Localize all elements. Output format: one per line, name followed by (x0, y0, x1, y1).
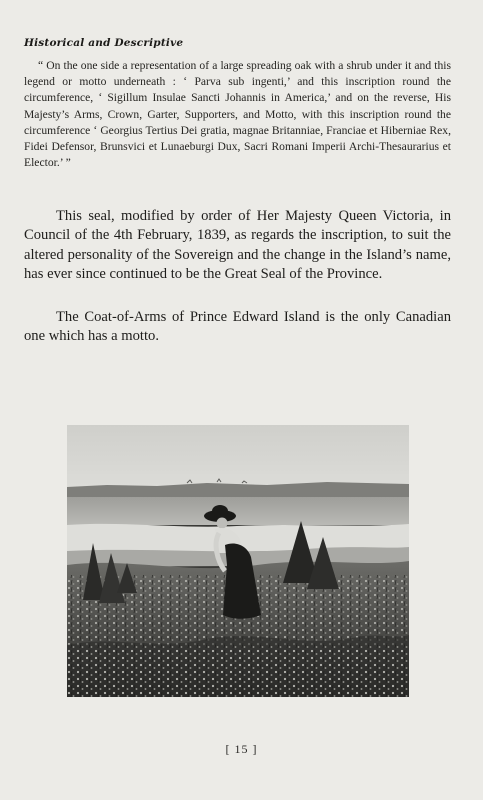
body-paragraph-1: This seal, modified by order of Her Majesty Queen Victoria, in Council of the 4th February, 1839, as regards the inscription, to suit the altered personality of the Sovereign and the change in the Island’s name, has ever since continued to be the Great Seal of the Province. (24, 208, 451, 282)
halftone-photograph (67, 425, 409, 697)
water (67, 497, 409, 525)
running-head: Historical and Descriptive (24, 37, 184, 49)
photo-illustration (67, 425, 409, 697)
body-paragraph-2: The Coat-of-Arms of Prince Edward Island is the only Canadian one which has a motto. (24, 309, 451, 345)
page-number: [ 15 ] (225, 742, 258, 756)
quoted-paragraph: “ On the one side a representation of a large spreading oak with a shrub under it and this legend or motto underneath : ‘ Parva sub ingenti,’ and this inscription round the circumference, ‘ Sigillum Insulae Sancti Johannis in America,’ and on the reverse, His Majesty’s Arms, Crown, Garter, Supporters, and Motto, with this inscription round the circumference ‘ Georgius Tertius Dei gratia, magnae Britanniae, Franciae et Hiberniae Rex, Fidei Defensor, Brunsvici et Lunaeburgi Dux, Sacri Romani Imperii Archi-Thesaurarius et Elector.’ ” (24, 59, 451, 170)
sky (67, 425, 409, 487)
